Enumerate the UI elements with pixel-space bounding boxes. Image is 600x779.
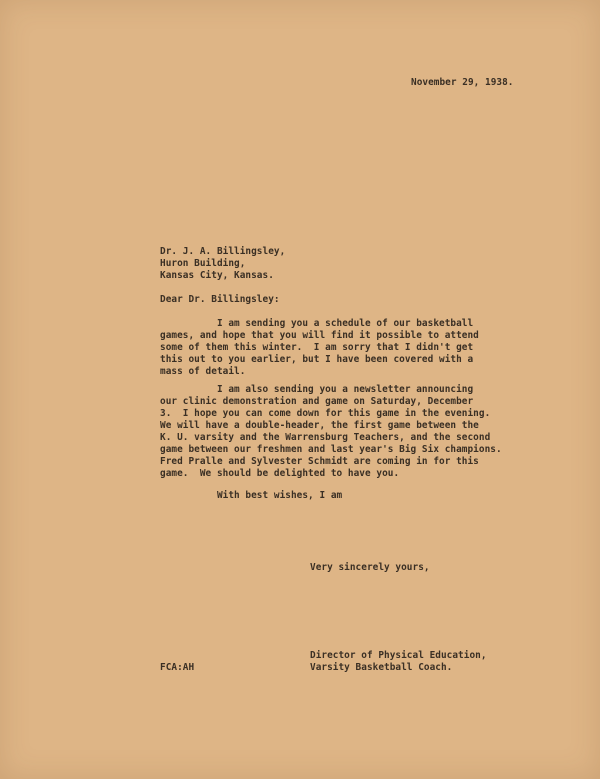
salutation: Dear Dr. Billingsley:	[160, 294, 280, 305]
paragraph-line: mass of detail.	[160, 366, 246, 377]
paragraph-line: I am sending you a schedule of our basketball	[160, 318, 474, 329]
complimentary-close: Very sincerely yours,	[310, 562, 430, 573]
address-line: Huron Building,	[160, 258, 246, 269]
typist-initials: FCA:AH	[160, 662, 195, 673]
paragraph-line: 3. I hope you can come down for this game in the evening.	[160, 408, 491, 419]
paragraph-line: We will have a double-header, the first game between the	[160, 420, 479, 431]
paragraph-line: Fred Pralle and Sylvester Schmidt are coming in for this	[160, 456, 479, 467]
body-paragraph-2	[160, 384, 502, 480]
paragraph-line: games, and hope that you will find it possible to attend	[160, 330, 479, 341]
title-line: Director of Physical Education,	[310, 650, 487, 661]
recipient-address	[160, 246, 285, 282]
signature-title	[310, 650, 487, 674]
paragraph-line: I am also sending you a newsletter announcing	[160, 384, 474, 395]
paragraph-line: our clinic demonstration and game on Saturday, December	[160, 396, 474, 407]
body-paragraph-1	[160, 318, 479, 378]
paragraph-line: some of them this winter. I am sorry that I didn't get	[160, 342, 474, 353]
address-line: Dr. J. A. Billingsley,	[160, 246, 286, 257]
paragraph-line: game. We should be delighted to have you.	[160, 468, 400, 479]
closing-line: With best wishes, I am	[160, 490, 343, 501]
paragraph-line: K. U. varsity and the Warrensburg Teachers, and the second	[160, 432, 491, 443]
title-line: Varsity Basketball Coach.	[310, 662, 453, 673]
address-line: Kansas City, Kansas.	[160, 270, 274, 281]
letter-date: November 29, 1938.	[411, 77, 514, 88]
paragraph-line: this out to you earlier, but I have been covered with a	[160, 354, 474, 365]
paragraph-line: game between our freshmen and last year's Big Six champions.	[160, 444, 502, 455]
